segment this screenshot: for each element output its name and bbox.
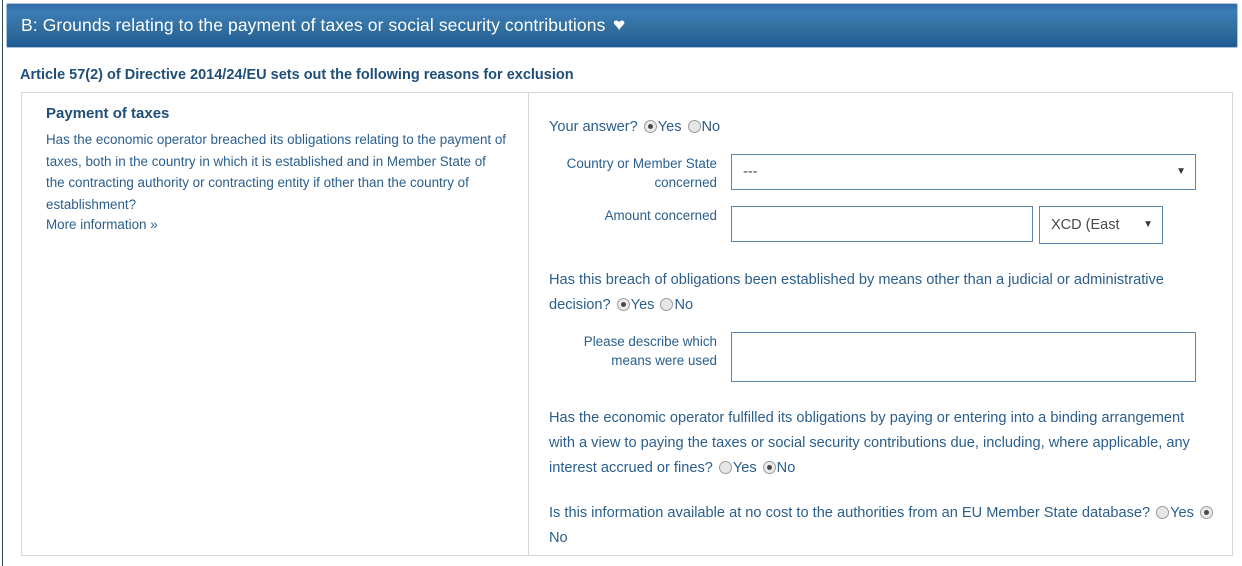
radio-your-answer-yes-label[interactable]: Yes: [657, 119, 682, 135]
country-select[interactable]: [731, 154, 1196, 190]
field-row-describe: [549, 332, 1214, 382]
section-header-title: B: Grounds relating to the payment of taxes or social security contributions: [21, 15, 606, 35]
radio-obligations-fulfilled-yes-label[interactable]: Yes: [732, 460, 757, 476]
radio-group-obligations-fulfilled: [713, 460, 795, 476]
country-field-label: Country or Member State concerned: [566, 156, 717, 190]
page-edge-rule: [2, 0, 3, 566]
describe-field-label: Please describe which means were used: [583, 334, 717, 368]
question-your-answer: [549, 115, 1214, 140]
currency-select[interactable]: [1039, 206, 1163, 244]
chevron-down-icon: ▼: [1143, 219, 1153, 230]
radio-obligations-fulfilled-no-label[interactable]: No: [776, 460, 796, 476]
question-breach-established: [549, 268, 1214, 318]
more-information-link[interactable]: More information »: [46, 217, 158, 232]
question-breach-established-text: Has this breach of obligations been established by means other than a judicial or administrative decision?: [549, 272, 1164, 313]
chevron-down-icon[interactable]: ♥: [613, 15, 626, 34]
question-information-available-text: Is this information available at no cost to the authorities from an EU Member State database?: [549, 505, 1151, 521]
field-row-amount: [549, 206, 1214, 244]
radio-group-your-answer: [638, 119, 720, 135]
radio-information-available-no[interactable]: [1200, 506, 1213, 519]
country-select-value: ---: [743, 164, 758, 180]
left-panel-title: Payment of taxes: [46, 105, 170, 122]
radio-obligations-fulfilled-yes[interactable]: [719, 461, 732, 474]
radio-information-available-no-label[interactable]: No: [549, 530, 568, 546]
currency-select-value: XCD (East: [1051, 217, 1120, 233]
radio-information-available-yes[interactable]: [1156, 506, 1169, 519]
describe-means-textarea[interactable]: [731, 332, 1196, 382]
radio-breach-established-no[interactable]: [660, 298, 673, 311]
radio-group-breach-established: [611, 297, 693, 313]
question-your-answer-text: Your answer?: [549, 119, 638, 135]
content-panel: [21, 92, 1233, 556]
radio-breach-established-yes[interactable]: [617, 298, 630, 311]
answer-column: [529, 93, 1232, 555]
question-description-column: [22, 93, 529, 555]
chevron-down-icon: ▼: [1176, 166, 1186, 177]
article-heading: Article 57(2) of Directive 2014/24/EU sets out the following reasons for exclusion: [20, 67, 574, 83]
question-obligations-fulfilled: [549, 406, 1214, 481]
amount-input[interactable]: [731, 206, 1033, 242]
left-panel-body: Has the economic operator breached its obligations relating to the payment of taxes, both in the country in which it is established and in Member State of the contracting authority or contracting entity if other than the country of establishment?: [46, 132, 507, 212]
radio-breach-established-yes-label[interactable]: Yes: [630, 297, 655, 313]
radio-your-answer-yes[interactable]: [644, 120, 657, 133]
radio-your-answer-no-label[interactable]: No: [701, 119, 721, 135]
section-header-bar[interactable]: [6, 3, 1238, 48]
field-row-country: [549, 154, 1214, 192]
amount-field-label: Amount concerned: [604, 208, 717, 223]
radio-obligations-fulfilled-no[interactable]: [763, 461, 776, 474]
question-obligations-fulfilled-text: Has the economic operator fulfilled its obligations by paying or entering into a binding arrangement with a view to paying the taxes or social security contributions due, including, where applicable, any interest accrued or fines?: [549, 410, 1190, 476]
radio-information-available-yes-label[interactable]: Yes: [1170, 505, 1194, 521]
question-information-available: [549, 501, 1214, 551]
radio-your-answer-no[interactable]: [688, 120, 701, 133]
radio-breach-established-no-label[interactable]: No: [674, 297, 694, 313]
